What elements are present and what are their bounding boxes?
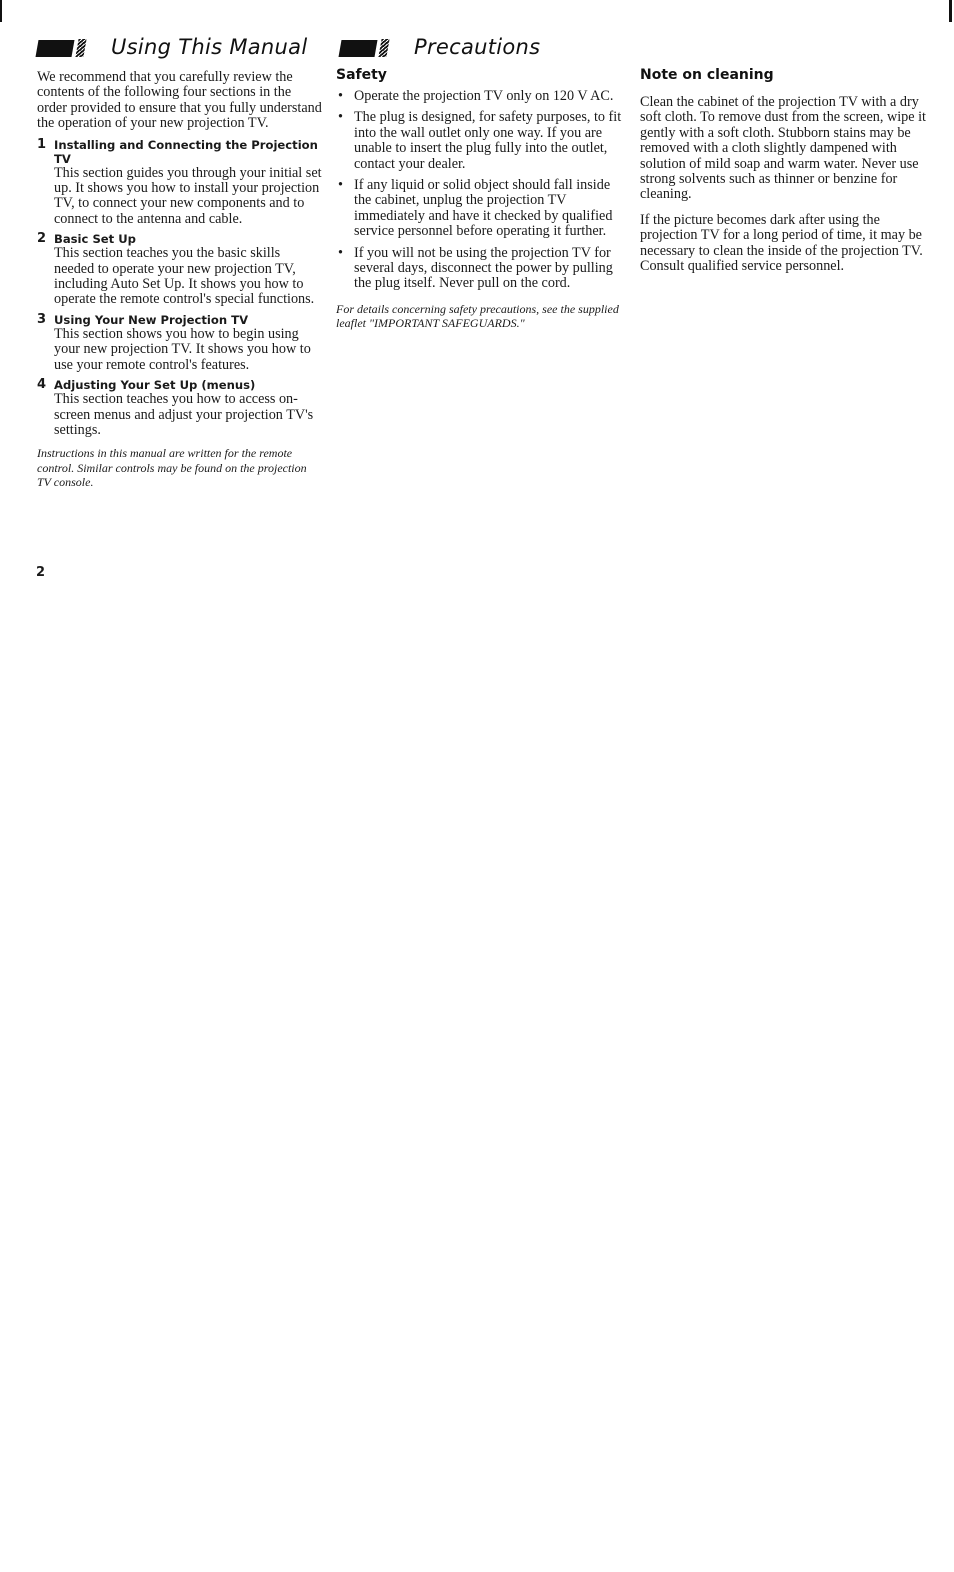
safeguards-note: For details concerning safety precautions, see the supplied leaflet "IMPORTANT SAFEGUARDS." <box>336 301 619 331</box>
list-item <box>336 110 628 172</box>
cleaning-title: Note on cleaning <box>640 67 774 83</box>
list-item-text: If you will not be using the projection TV for several days, disconnect the power by pulling the plug itself. Never pull on the cord. <box>354 244 613 292</box>
list-item-text: If any liquid or solid object should fall inside the cabinet, unplug the projection TV immediately and have it checked by qualified service personnel before operating it further. <box>354 177 613 240</box>
page-number: 2 <box>36 565 46 580</box>
section-description: This section shows you how to begin using your new projection TV. It shows you how to use your remote control's features. <box>54 325 311 373</box>
bullet-icon: • <box>338 244 343 261</box>
section-description: This section guides you through your initial set up. It shows you how to install your projection TV, to connect your new components and to connect to the antenna and cable. <box>54 164 322 227</box>
list-item <box>336 89 628 104</box>
manual-section-heading <box>37 378 322 392</box>
section-number: 4 <box>37 377 47 393</box>
section-title: Basic Set Up <box>54 232 136 247</box>
bullet-icon: • <box>338 177 343 194</box>
section-title: Using Your New Projection TV <box>54 312 249 327</box>
bullet-icon: • <box>338 109 343 126</box>
heading-precautions <box>340 32 540 62</box>
cleaning-paragraph: Clean the cabinet of the projection TV with a dry soft cloth. To remove dust from the screen, wipe it gently with a soft cloth. Stubborn stains may be removed with a cloth slightly dampened with solution of mild soap and warm water. Never use strong solvents such as thinner or benzine for cleaning. <box>640 94 926 203</box>
list-item <box>336 178 628 240</box>
precautions-column <box>336 67 628 343</box>
list-item-text: Operate the projection TV only on 120 V AC. <box>354 88 614 104</box>
heading-title: Precautions <box>414 35 541 59</box>
manual-section-heading <box>37 313 322 327</box>
heading-using-this-manual <box>37 32 307 62</box>
manual-section-item <box>37 138 322 228</box>
heading-title: Using This Manual <box>111 35 308 59</box>
section-number: 2 <box>37 231 47 247</box>
manual-section-item <box>37 378 322 438</box>
scan-edge-mark-left <box>0 0 2 22</box>
section-marker-icon <box>340 37 390 57</box>
list-item <box>336 246 628 292</box>
remote-control-note: Instructions in this manual are written for the remote control. Similar controls may be found on the projection TV console. <box>37 446 307 490</box>
scan-artifact-line <box>130 600 930 604</box>
section-number: 3 <box>37 311 47 327</box>
section-description: This section teaches you the basic skills needed to operate your new projection TV, including Auto Set Up. It shows you how to operate the remote control's special functions. <box>54 245 315 308</box>
scan-edge-mark-right <box>949 0 952 22</box>
section-title: Adjusting Your Set Up (menus) <box>54 378 256 393</box>
safety-title: Safety <box>336 67 387 83</box>
manual-section-item <box>37 232 322 308</box>
manual-section-heading <box>37 138 322 166</box>
using-manual-column <box>37 70 322 502</box>
cleaning-column <box>640 67 932 284</box>
section-number: 1 <box>37 136 47 152</box>
manual-section-item <box>37 313 322 373</box>
list-item-text: The plug is designed, for safety purposes, to fit into the wall outlet only one way. If you are unable to insert the plug fully into the outlet, contact your dealer. <box>354 109 622 172</box>
bullet-icon: • <box>338 88 343 104</box>
section-marker-icon <box>37 37 87 57</box>
manual-section-heading <box>37 232 322 246</box>
section-title: Installing and Connecting the Projection TV <box>54 137 318 166</box>
safety-list <box>336 89 628 292</box>
intro-paragraph: We recommend that you carefully review the contents of the following four sections in the order provided to ensure that you fully understand the operation of your new projection TV. <box>37 69 322 132</box>
section-description: This section teaches you how to access on-screen menus and adjust your projection TV's settings. <box>54 391 314 438</box>
cleaning-paragraph: If the picture becomes dark after using the projection TV for a long period of time, it may be necessary to clean the inside of the projection TV. Consult qualified service personnel. <box>640 211 923 275</box>
